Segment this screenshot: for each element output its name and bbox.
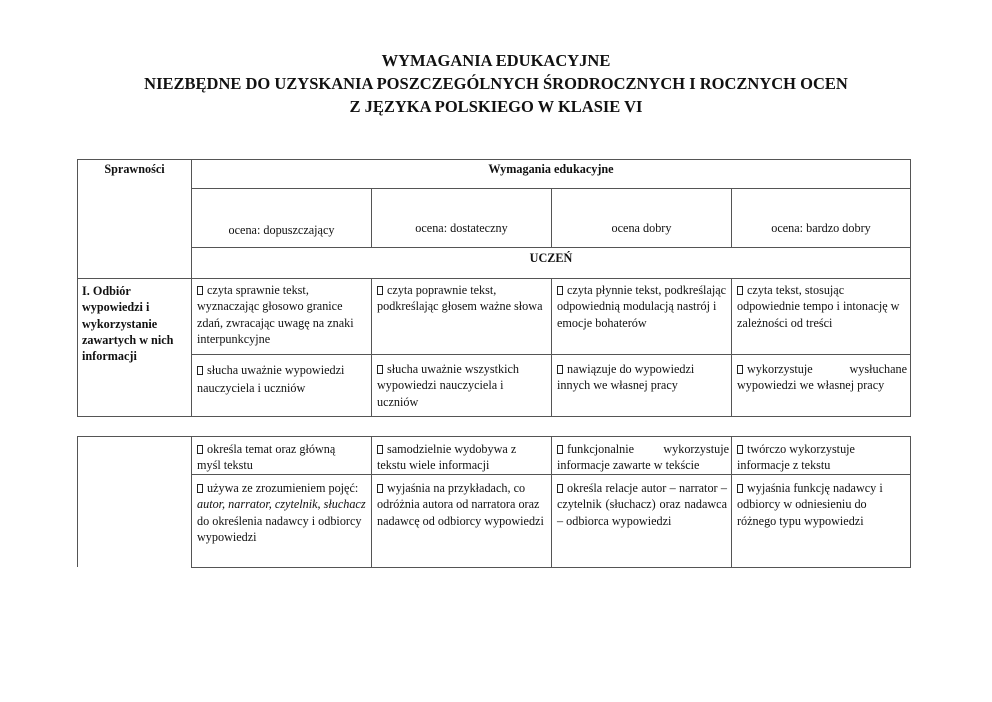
- checkbox-icon: [737, 484, 743, 493]
- requirement-cell: wyjaśnia na przykładach, co odróżnia autora od narratora oraz nadawcę od odbiorcy wypowiedzi: [377, 481, 544, 528]
- requirement-cell: czyta poprawnie tekst, podkreślając głosem ważne słowa: [377, 283, 543, 314]
- header-skills: Sprawności: [104, 162, 165, 176]
- grade-header-3: ocena dobry: [611, 221, 672, 235]
- checkbox-icon: [377, 484, 383, 493]
- checkbox-icon: [557, 445, 563, 454]
- requirement-cell: słucha uważnie wypowiedzi nauczyciela i uczniów: [197, 363, 345, 395]
- requirement-cell: określa relacje autor – narrator – czytelnik (słuchacz) oraz nadawca – odbiorca wypowiedzi: [557, 481, 727, 528]
- checkbox-icon: [197, 366, 203, 375]
- requirement-cell: czyta sprawnie tekst, wyznaczając głosowo granice zdań, zwracając uwagę na znaki interpunkcyjne: [197, 283, 354, 346]
- requirement-cell: wykorzystuje wysłuchane wypowiedzi we własnej pracy: [737, 362, 907, 393]
- grade-header-4: ocena: bardzo dobry: [771, 221, 871, 235]
- requirement-cell: twórczo wykorzystuje informacje z tekstu: [737, 442, 855, 473]
- checkbox-icon: [377, 445, 383, 454]
- checkbox-icon: [557, 365, 563, 374]
- requirement-cell: nawiązuje do wypowiedzi innych we własnej pracy: [557, 362, 695, 393]
- checkbox-icon: [197, 286, 203, 295]
- checkbox-icon: [737, 445, 743, 454]
- requirement-cell: czyta płynnie tekst, podkreślając odpowiednią modulacją nastrój i emocje bohaterów: [557, 283, 727, 330]
- checkbox-icon: [557, 286, 563, 295]
- document-title-line-3: Z JĘZYKA POLSKIEGO W KLASIE VI: [349, 97, 643, 116]
- checkbox-icon: [737, 286, 743, 295]
- checkbox-icon: [377, 286, 383, 295]
- requirement-cell: samodzielnie wydobywa z tekstu wiele informacji: [377, 442, 517, 473]
- grade-header-1: ocena: dopuszczający: [228, 223, 335, 237]
- document-title-line-2: NIEZBĘDNE DO UZYSKANIA POSZCZEGÓLNYCH ŚRODROCZNYCH I ROCZNYCH OCEN: [144, 74, 848, 93]
- checkbox-icon: [557, 484, 563, 493]
- narrative-terms: autor, narrator, czytelnik, słuchacz: [197, 497, 366, 512]
- grade-header-2: ocena: dostateczny: [415, 221, 508, 235]
- requirement-cell: określa temat oraz główną myśl tekstu: [197, 442, 336, 473]
- document-title-line-1: WYMAGANIA EDUKACYJNE: [381, 51, 611, 70]
- checkbox-icon: [377, 365, 383, 374]
- requirement-cell: wyjaśnia funkcję nadawcy i odbiorcy w odniesieniu do różnego typu wypowiedzi: [737, 481, 883, 528]
- requirement-cell: słucha uważnie wszystkich wypowiedzi nauczyciela i uczniów: [377, 362, 519, 409]
- requirement-cell: funkcjonalnie wykorzystuje informacje zawarte w tekście: [557, 442, 729, 473]
- student-header: UCZEŃ: [529, 251, 573, 265]
- checkbox-icon: [737, 365, 743, 374]
- skill-label: I. Odbiór wypowiedzi i wykorzystanie zawartych w nich informacji: [82, 284, 174, 364]
- checkbox-icon: [197, 484, 203, 493]
- requirement-cell: czyta tekst, stosując odpowiednie tempo i intonację w zależności od treści: [737, 283, 900, 330]
- checkbox-icon: [197, 445, 203, 454]
- requirement-cell: używa ze zrozumieniem pojęć: autor, narrator, czytelnik, słuchacz do określenia nadawcy i odbiorcy wypowiedzi: [197, 481, 366, 544]
- header-requirements: Wymagania edukacyjne: [488, 162, 614, 176]
